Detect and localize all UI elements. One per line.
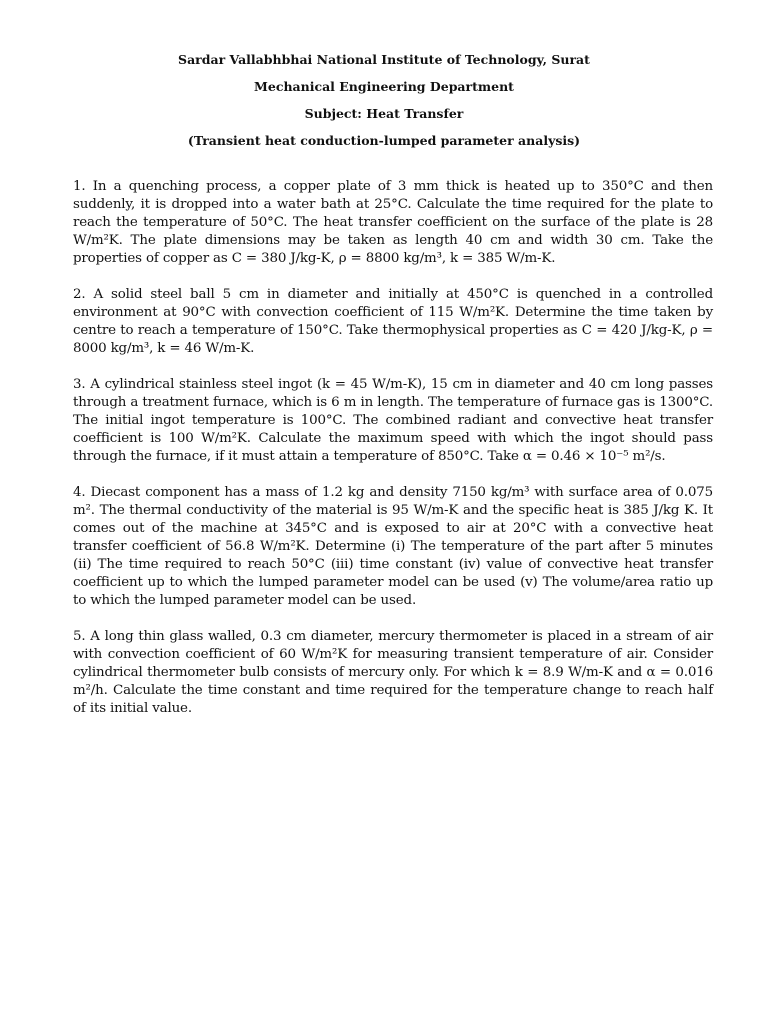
question-list	[73, 178, 713, 736]
topic-title: (Transient heat conduction-lumped parameter analysis)	[187, 133, 581, 148]
question-3: 3. A cylindrical stainless steel ingot (k = 45 W/m-K), 15 cm in diameter and 40 cm long passes through a treatment furnace, which is 6 m in length. The temperature of furnace gas is 1300°C. The initial ingot temperature is 100°C. The combined radiant and convective heat transfer coefficient is 100 W/m²K. Calculate the maximum speed with which the ingot should pass through the furnace, if it must attain a temperature of 850°C. Take α = 0.46 × 10⁻⁵ m²/s.	[73, 377, 713, 464]
question-2: 2. A solid steel ball 5 cm in diameter and initially at 450°C is quenched in a controlled environment at 90°C with convection coefficient of 115 W/m²K. Determine the time taken by centre to reach a temperature of 150°C. Take thermophysical properties as C = 420 J/kg-K, ρ = 8000 kg/m³, k = 46 W/m-K.	[73, 287, 713, 356]
department-name: Mechanical Engineering Department	[254, 79, 514, 94]
document-header	[0, 52, 768, 160]
question-4: 4. Diecast component has a mass of 1.2 kg and density 7150 kg/m³ with surface area of 0.075 m². The thermal conductivity of the material is 95 W/m-K and the specific heat is 385 J/kg K. It comes out of the machine at 345°C and is exposed to air at 20°C with a convective heat transfer coefficient of 56.8 W/m²K. Determine (i) The temperature of the part after 5 minutes (ii) The time required to reach 50°C (iii) time constant (iv) value of convective heat transfer coefficient up to which the lumped parameter model can be used (v) The volume/area ratio up to which the lumped parameter model can be used.	[73, 485, 713, 608]
question-5: 5. A long thin glass walled, 0.3 cm diameter, mercury thermometer is placed in a stream of air with convection coefficient of 60 W/m²K for measuring transient temperature of air. Consider cylindrical thermometer bulb consists of mercury only. For which k = 8.9 W/m-K and α = 0.016 m²/h. Calculate the time constant and time required for the temperature change to reach half of its initial value.	[73, 629, 713, 716]
subject-title: Subject: Heat Transfer	[304, 106, 464, 121]
institute-name: Sardar Vallabhbhai National Institute of Technology, Surat	[178, 52, 590, 67]
question-1: 1. In a quenching process, a copper plate of 3 mm thick is heated up to 350°C and then suddenly, it is dropped into a water bath at 25°C. Calculate the time required for the plate to reach the temperature of 50°C. The heat transfer coefficient on the surface of the plate is 28 W/m²K. The plate dimensions may be taken as length 40 cm and width 30 cm. Take the properties of copper as C = 380 J/kg-K, ρ = 8800 kg/m³, k = 385 W/m-K.	[73, 179, 713, 266]
